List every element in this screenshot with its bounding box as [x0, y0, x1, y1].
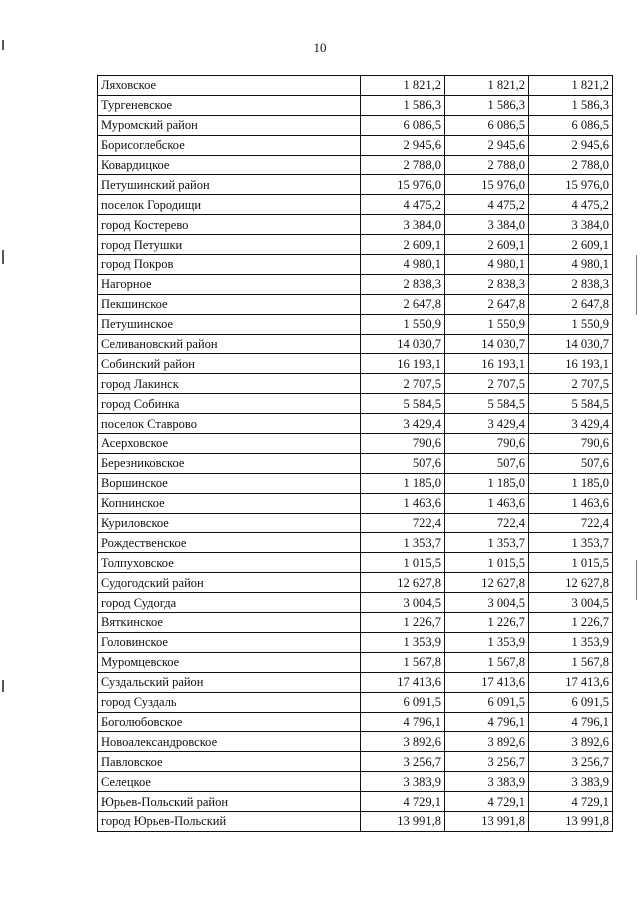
- table-row: [98, 374, 613, 394]
- value-cell-2: 2 647,8: [445, 294, 529, 314]
- value-cell-2: 3 383,9: [445, 772, 529, 792]
- value-cell-1: 1 586,3: [361, 95, 445, 115]
- table-row: [98, 692, 613, 712]
- value-cell-3: 1 550,9: [529, 314, 613, 334]
- value-cell-1: 4 475,2: [361, 195, 445, 215]
- value-cell-3: 2 707,5: [529, 374, 613, 394]
- table-row: [98, 752, 613, 772]
- table-row: [98, 573, 613, 593]
- value-cell-2: 17 413,6: [445, 672, 529, 692]
- municipality-name-cell: Судогодский район: [98, 573, 361, 593]
- municipality-name-cell: Рождественское: [98, 533, 361, 553]
- table-row: [98, 792, 613, 812]
- table-row: [98, 76, 613, 96]
- municipality-name-cell: Петушинское: [98, 314, 361, 334]
- table-row: [98, 434, 613, 454]
- value-cell-1: 2 838,3: [361, 274, 445, 294]
- value-cell-3: 2 945,6: [529, 135, 613, 155]
- value-cell-1: 1 185,0: [361, 473, 445, 493]
- table-row: [98, 95, 613, 115]
- value-cell-1: 507,6: [361, 453, 445, 473]
- municipality-name-cell: Нагорное: [98, 274, 361, 294]
- municipality-name-cell: Тургеневское: [98, 95, 361, 115]
- table-row: [98, 235, 613, 255]
- value-cell-2: 3 429,4: [445, 414, 529, 434]
- table-row: [98, 473, 613, 493]
- municipality-name-cell: Воршинское: [98, 473, 361, 493]
- value-cell-1: 1 550,9: [361, 314, 445, 334]
- municipality-name-cell: город Лакинск: [98, 374, 361, 394]
- municipality-name-cell: Ляховское: [98, 76, 361, 96]
- value-cell-1: 3 004,5: [361, 593, 445, 613]
- value-cell-3: 16 193,1: [529, 354, 613, 374]
- value-cell-1: 3 383,9: [361, 772, 445, 792]
- value-cell-3: 3 383,9: [529, 772, 613, 792]
- budget-table: [97, 75, 613, 832]
- value-cell-2: 507,6: [445, 453, 529, 473]
- budget-table-body: [98, 76, 613, 832]
- value-cell-1: 5 584,5: [361, 394, 445, 414]
- value-cell-1: 2 609,1: [361, 235, 445, 255]
- value-cell-3: 12 627,8: [529, 573, 613, 593]
- municipality-name-cell: Куриловское: [98, 513, 361, 533]
- value-cell-1: 1 821,2: [361, 76, 445, 96]
- value-cell-2: 2 788,0: [445, 155, 529, 175]
- page-number: 10: [313, 40, 327, 55]
- value-cell-2: 1 463,6: [445, 493, 529, 513]
- value-cell-3: 507,6: [529, 453, 613, 473]
- table-row: [98, 672, 613, 692]
- municipality-name-cell: город Костерево: [98, 215, 361, 235]
- value-cell-3: 3 384,0: [529, 215, 613, 235]
- municipality-name-cell: Суздальский район: [98, 672, 361, 692]
- value-cell-1: 13 991,8: [361, 811, 445, 831]
- table-row: [98, 632, 613, 652]
- value-cell-1: 2 647,8: [361, 294, 445, 314]
- municipality-name-cell: Собинский район: [98, 354, 361, 374]
- value-cell-3: 5 584,5: [529, 394, 613, 414]
- municipality-name-cell: Ковардицкое: [98, 155, 361, 175]
- municipality-name-cell: Толпуховское: [98, 553, 361, 573]
- table-row: [98, 493, 613, 513]
- municipality-name-cell: Копнинское: [98, 493, 361, 513]
- value-cell-2: 2 707,5: [445, 374, 529, 394]
- municipality-name-cell: Новоалександровское: [98, 732, 361, 752]
- value-cell-3: 1 353,7: [529, 533, 613, 553]
- municipality-name-cell: город Петушки: [98, 235, 361, 255]
- value-cell-3: 2 838,3: [529, 274, 613, 294]
- value-cell-2: 3 892,6: [445, 732, 529, 752]
- municipality-name-cell: город Собинка: [98, 394, 361, 414]
- value-cell-2: 4 980,1: [445, 255, 529, 275]
- value-cell-2: 1 015,5: [445, 553, 529, 573]
- value-cell-3: 3 004,5: [529, 593, 613, 613]
- municipality-name-cell: Селивановский район: [98, 334, 361, 354]
- value-cell-3: 4 729,1: [529, 792, 613, 812]
- municipality-name-cell: Боголюбовское: [98, 712, 361, 732]
- table-row: [98, 613, 613, 633]
- table-row: [98, 255, 613, 275]
- value-cell-1: 17 413,6: [361, 672, 445, 692]
- municipality-name-cell: Головинское: [98, 632, 361, 652]
- municipality-name-cell: Березниковское: [98, 453, 361, 473]
- value-cell-1: 6 091,5: [361, 692, 445, 712]
- value-cell-1: 2 945,6: [361, 135, 445, 155]
- value-cell-2: 1 353,7: [445, 533, 529, 553]
- table-row: [98, 294, 613, 314]
- value-cell-2: 1 353,9: [445, 632, 529, 652]
- value-cell-1: 4 796,1: [361, 712, 445, 732]
- value-cell-3: 6 086,5: [529, 115, 613, 135]
- value-cell-2: 1 821,2: [445, 76, 529, 96]
- value-cell-3: 3 429,4: [529, 414, 613, 434]
- value-cell-2: 2 838,3: [445, 274, 529, 294]
- value-cell-2: 4 475,2: [445, 195, 529, 215]
- value-cell-2: 2 609,1: [445, 235, 529, 255]
- value-cell-1: 12 627,8: [361, 573, 445, 593]
- value-cell-2: 3 004,5: [445, 593, 529, 613]
- value-cell-2: 1 185,0: [445, 473, 529, 493]
- municipality-name-cell: Муромцевское: [98, 652, 361, 672]
- table-row: [98, 453, 613, 473]
- table-row: [98, 135, 613, 155]
- municipality-name-cell: Петушинский район: [98, 175, 361, 195]
- value-cell-2: 14 030,7: [445, 334, 529, 354]
- value-cell-2: 15 976,0: [445, 175, 529, 195]
- table-row: [98, 354, 613, 374]
- value-cell-1: 3 256,7: [361, 752, 445, 772]
- municipality-name-cell: город Судогда: [98, 593, 361, 613]
- municipality-name-cell: Асерховское: [98, 434, 361, 454]
- value-cell-2: 1 550,9: [445, 314, 529, 334]
- value-cell-3: 3 892,6: [529, 732, 613, 752]
- value-cell-2: 16 193,1: [445, 354, 529, 374]
- municipality-name-cell: Павловское: [98, 752, 361, 772]
- value-cell-3: 13 991,8: [529, 811, 613, 831]
- municipality-name-cell: Пекшинское: [98, 294, 361, 314]
- table-row: [98, 811, 613, 831]
- value-cell-1: 2 788,0: [361, 155, 445, 175]
- value-cell-2: 2 945,6: [445, 135, 529, 155]
- value-cell-1: 1 353,9: [361, 632, 445, 652]
- scan-edge-mark: [636, 255, 637, 315]
- value-cell-1: 4 729,1: [361, 792, 445, 812]
- value-cell-2: 4 796,1: [445, 712, 529, 732]
- scan-edge-mark: [2, 680, 4, 692]
- value-cell-1: 3 384,0: [361, 215, 445, 235]
- value-cell-2: 790,6: [445, 434, 529, 454]
- value-cell-2: 1 567,8: [445, 652, 529, 672]
- value-cell-2: 5 584,5: [445, 394, 529, 414]
- table-row: [98, 553, 613, 573]
- value-cell-3: 4 796,1: [529, 712, 613, 732]
- table-row: [98, 732, 613, 752]
- table-row: [98, 314, 613, 334]
- value-cell-1: 722,4: [361, 513, 445, 533]
- value-cell-3: 790,6: [529, 434, 613, 454]
- value-cell-3: 1 353,9: [529, 632, 613, 652]
- value-cell-1: 15 976,0: [361, 175, 445, 195]
- value-cell-2: 6 091,5: [445, 692, 529, 712]
- value-cell-1: 1 226,7: [361, 613, 445, 633]
- value-cell-2: 1 226,7: [445, 613, 529, 633]
- value-cell-2: 1 586,3: [445, 95, 529, 115]
- value-cell-2: 13 991,8: [445, 811, 529, 831]
- table-row: [98, 215, 613, 235]
- table-row: [98, 115, 613, 135]
- value-cell-3: 4 980,1: [529, 255, 613, 275]
- value-cell-1: 790,6: [361, 434, 445, 454]
- value-cell-3: 1 463,6: [529, 493, 613, 513]
- municipality-name-cell: поселок Городищи: [98, 195, 361, 215]
- table-row: [98, 155, 613, 175]
- municipality-name-cell: город Юрьев-Польский: [98, 811, 361, 831]
- table-row: [98, 712, 613, 732]
- value-cell-1: 1 567,8: [361, 652, 445, 672]
- scan-edge-mark: [2, 250, 4, 264]
- table-row: [98, 175, 613, 195]
- value-cell-1: 1 463,6: [361, 493, 445, 513]
- value-cell-3: 15 976,0: [529, 175, 613, 195]
- value-cell-3: 14 030,7: [529, 334, 613, 354]
- value-cell-3: 1 185,0: [529, 473, 613, 493]
- value-cell-2: 3 384,0: [445, 215, 529, 235]
- table-row: [98, 274, 613, 294]
- value-cell-1: 1 353,7: [361, 533, 445, 553]
- value-cell-2: 12 627,8: [445, 573, 529, 593]
- value-cell-2: 4 729,1: [445, 792, 529, 812]
- municipality-name-cell: поселок Ставрово: [98, 414, 361, 434]
- value-cell-3: 3 256,7: [529, 752, 613, 772]
- value-cell-2: 3 256,7: [445, 752, 529, 772]
- municipality-name-cell: город Покров: [98, 255, 361, 275]
- value-cell-1: 16 193,1: [361, 354, 445, 374]
- value-cell-3: 4 475,2: [529, 195, 613, 215]
- value-cell-3: 2 609,1: [529, 235, 613, 255]
- municipality-name-cell: Борисоглебское: [98, 135, 361, 155]
- table-row: [98, 533, 613, 553]
- value-cell-1: 6 086,5: [361, 115, 445, 135]
- municipality-name-cell: Юрьев-Польский район: [98, 792, 361, 812]
- value-cell-1: 4 980,1: [361, 255, 445, 275]
- table-row: [98, 513, 613, 533]
- value-cell-3: 722,4: [529, 513, 613, 533]
- municipality-name-cell: Муромский район: [98, 115, 361, 135]
- table-row: [98, 652, 613, 672]
- value-cell-1: 1 015,5: [361, 553, 445, 573]
- value-cell-1: 14 030,7: [361, 334, 445, 354]
- table-row: [98, 593, 613, 613]
- table-row: [98, 195, 613, 215]
- table-row: [98, 334, 613, 354]
- value-cell-2: 722,4: [445, 513, 529, 533]
- value-cell-3: 2 788,0: [529, 155, 613, 175]
- value-cell-3: 6 091,5: [529, 692, 613, 712]
- table-row: [98, 772, 613, 792]
- table-row: [98, 414, 613, 434]
- table-row: [98, 394, 613, 414]
- value-cell-3: 1 226,7: [529, 613, 613, 633]
- value-cell-3: 2 647,8: [529, 294, 613, 314]
- municipality-name-cell: Селецкое: [98, 772, 361, 792]
- value-cell-3: 1 567,8: [529, 652, 613, 672]
- value-cell-3: 1 015,5: [529, 553, 613, 573]
- value-cell-1: 2 707,5: [361, 374, 445, 394]
- value-cell-3: 1 586,3: [529, 95, 613, 115]
- scan-edge-mark: [636, 560, 637, 600]
- value-cell-2: 6 086,5: [445, 115, 529, 135]
- value-cell-1: 3 429,4: [361, 414, 445, 434]
- value-cell-3: 17 413,6: [529, 672, 613, 692]
- value-cell-3: 1 821,2: [529, 76, 613, 96]
- value-cell-1: 3 892,6: [361, 732, 445, 752]
- municipality-name-cell: Вяткинское: [98, 613, 361, 633]
- municipality-name-cell: город Суздаль: [98, 692, 361, 712]
